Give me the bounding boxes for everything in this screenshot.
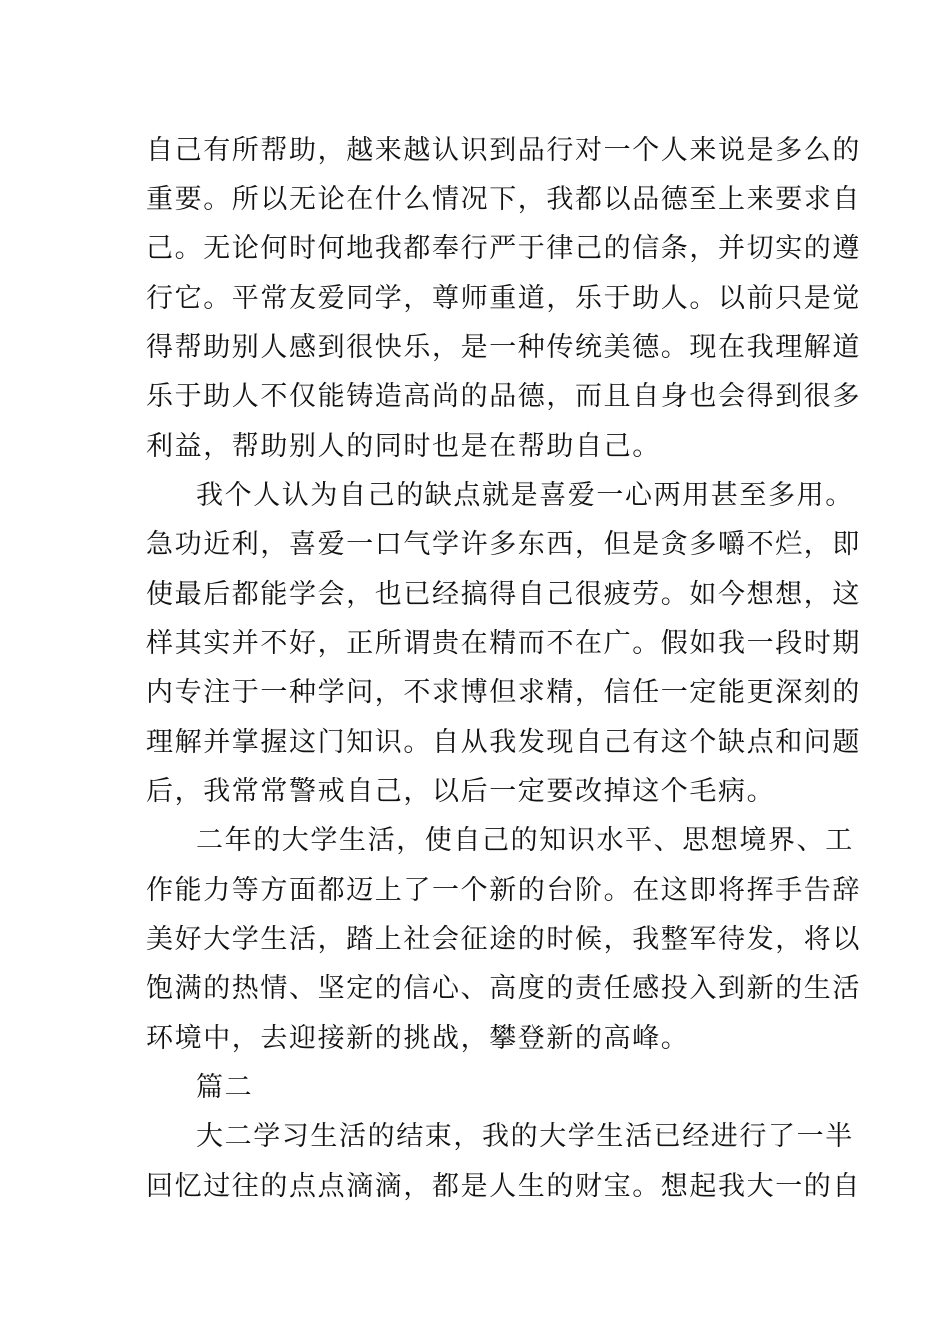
text-line: 自己有所帮助，越来越认识到品行对一个人来说是多么的 [146, 135, 861, 166]
text-line: 回忆过往的点点滴滴，都是人生的财宝。想起我大一的自 [146, 1171, 861, 1202]
text-line: 理解并掌握这门知识。自从我发现自己有这个缺点和问题 [146, 727, 861, 758]
paragraph-first-line: 我个人认为自己的缺点就是喜爱一心两用甚至多用。 [196, 480, 854, 511]
section-heading: 篇二 [196, 1072, 254, 1103]
text-line: 内专注于一种学问，不求博但求精，信任一定能更深刻的 [146, 677, 861, 708]
text-line: 饱满的热情、坚定的信心、高度的责任感投入到新的生活 [146, 973, 861, 1004]
text-line: 后，我常常警戒自己，以后一定要改掉这个毛病。 [146, 776, 776, 807]
text-line: 重要。所以无论在什么情况下，我都以品德至上来要求自 [146, 184, 861, 215]
text-line: 己。无论何时何地我都奉行严于律己的信条，并切实的遵 [146, 233, 861, 264]
text-line: 作能力等方面都迈上了一个新的台阶。在这即将挥手告辞 [146, 875, 861, 906]
paragraph-first-line: 二年的大学生活，使自己的知识水平、思想境界、工 [196, 825, 854, 856]
paragraph-first-line: 大二学习生活的结束，我的大学生活已经进行了一半 [196, 1121, 854, 1152]
text-line: 急功近利，喜爱一口气学许多东西，但是贪多嚼不烂，即 [146, 529, 861, 560]
text-line: 美好大学生活，踏上社会征途的时候，我整军待发，将以 [146, 924, 861, 955]
text-line: 样其实并不好，正所谓贵在精而不在广。假如我一段时期 [146, 628, 861, 659]
text-line: 得帮助别人感到很快乐，是一种传统美德。现在我理解道 [146, 332, 861, 363]
text-line: 环境中，去迎接新的挑战，攀登新的高峰。 [146, 1023, 690, 1054]
text-line: 使最后都能学会，也已经搞得自己很疲劳。如今想想，这 [146, 579, 861, 610]
text-line: 利益，帮助别人的同时也是在帮助自己。 [146, 431, 661, 462]
text-line: 乐于助人不仅能铸造高尚的品德，而且自身也会得到很多 [146, 381, 861, 412]
text-line: 行它。平常友爱同学，尊师重道，乐于助人。以前只是觉 [146, 283, 861, 314]
